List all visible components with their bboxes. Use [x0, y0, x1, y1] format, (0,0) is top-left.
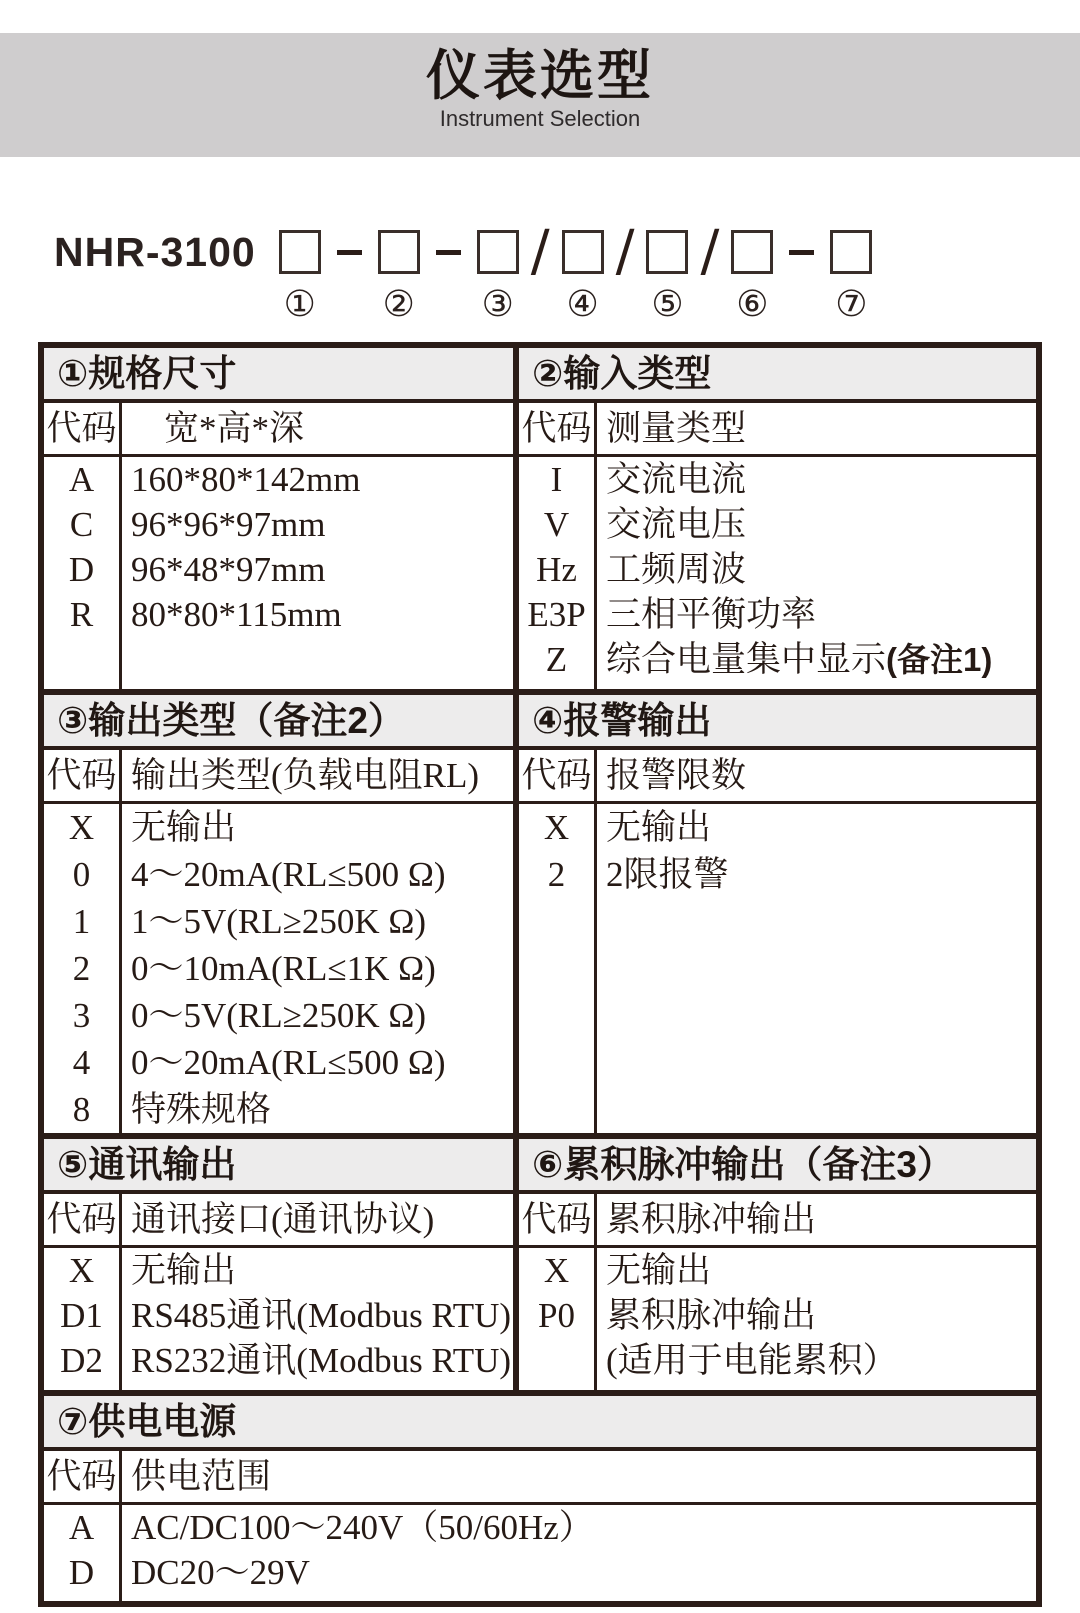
- desc-cell: 2限报警: [606, 855, 729, 894]
- code-column: [44, 1505, 122, 1601]
- column-header-row: [519, 750, 1036, 804]
- section-panel-6: [519, 1139, 1036, 1390]
- desc-column: [122, 1505, 1036, 1601]
- position-marker: ②: [382, 284, 415, 325]
- section-header-label: ②输入类型: [532, 353, 712, 394]
- model-box: [279, 230, 321, 325]
- code-cell: 2: [547, 855, 566, 894]
- code-cell: C: [69, 505, 94, 544]
- position-marker: ⑥: [736, 284, 769, 325]
- code-column: [44, 457, 122, 689]
- page-title: 仪表选型: [426, 46, 654, 106]
- code-cell: P0: [538, 1296, 575, 1335]
- desc-cell: 80*80*115mm: [131, 595, 342, 634]
- band-row: [44, 348, 1036, 689]
- model-box: [830, 230, 872, 325]
- column-header-row: [519, 1194, 1036, 1248]
- section-panel-2: [519, 348, 1036, 689]
- section-header-label: ⑦供电电源: [57, 1401, 237, 1442]
- model-code-line: [54, 219, 872, 325]
- page-subtitle: Instrument Selection: [439, 106, 641, 131]
- code-column: [44, 804, 122, 1133]
- code-cell: E3P: [527, 595, 586, 634]
- desc-cell: 无输出: [606, 1251, 712, 1290]
- desc-cell: DC20～29V: [131, 1553, 310, 1592]
- separator-slash: /: [615, 219, 635, 284]
- section-header-label: ①规格尺寸: [57, 353, 237, 394]
- band-row: [44, 1133, 1036, 1390]
- desc-column-header: 供电范围: [131, 1457, 272, 1496]
- position-marker: ⑦: [835, 284, 868, 325]
- desc-cell: RS232通讯(Modbus RTU): [131, 1341, 512, 1380]
- code-column-header: 代码: [44, 1451, 122, 1502]
- position-marker: ③: [481, 284, 514, 325]
- section-data: [44, 1505, 1036, 1601]
- section-header: [44, 348, 513, 403]
- model-prefix: NHR-3100: [54, 228, 256, 275]
- section-panel-3: [44, 695, 519, 1133]
- desc-cell: 三相平衡功率: [606, 595, 817, 634]
- section-panel-7: [44, 1396, 1036, 1601]
- desc-cell: 96*48*97mm: [131, 550, 326, 589]
- code-cell: 3: [72, 996, 91, 1035]
- desc-column: [122, 1248, 513, 1390]
- model-code-boxes: [279, 219, 873, 325]
- desc-cell: 综合电量集中显示(备注1): [606, 640, 993, 679]
- section-header: [519, 348, 1036, 403]
- code-column-header: 代码: [44, 403, 122, 454]
- model-box: [646, 230, 688, 325]
- separator-dash: [789, 250, 814, 255]
- section-data: [44, 804, 513, 1133]
- code-cell: D: [68, 1553, 95, 1592]
- section-header: [44, 1139, 513, 1194]
- desc-column-header: 累积脉冲输出: [606, 1200, 817, 1239]
- desc-column-header: 通讯接口(通讯协议): [131, 1200, 435, 1239]
- band-row: [44, 1390, 1036, 1601]
- section-data: [519, 804, 1036, 1133]
- code-cell: D2: [60, 1341, 103, 1380]
- desc-cell: 无输出: [131, 808, 237, 847]
- section-panel-5: [44, 1139, 519, 1390]
- section-header-label: ③输出类型（备注2）: [57, 700, 405, 741]
- code-column-header: 代码: [519, 1194, 597, 1245]
- section-data: [44, 1248, 513, 1390]
- section-data: [519, 1248, 1036, 1390]
- desc-cell: 无输出: [606, 808, 712, 847]
- note-text: (备注1): [886, 641, 993, 678]
- model-box: [477, 230, 519, 325]
- desc-cell: 0～5V(RL≥250K Ω): [131, 996, 427, 1035]
- section-header: [519, 1139, 1036, 1194]
- model-box: [562, 230, 604, 325]
- desc-cell: 0～20mA(RL≤500 Ω): [131, 1043, 446, 1082]
- desc-column: [122, 457, 513, 689]
- page-header-band: [0, 33, 1080, 157]
- model-box: [731, 230, 773, 325]
- code-column-header: 代码: [519, 403, 597, 454]
- code-cell: V: [543, 505, 570, 544]
- separator-dash: [436, 250, 461, 255]
- code-cell: R: [69, 595, 94, 634]
- code-cell: I: [550, 460, 563, 499]
- desc-cell: 96*96*97mm: [131, 505, 326, 544]
- desc-cell: 0～10mA(RL≤1K Ω): [131, 949, 436, 988]
- code-column-header: 代码: [44, 1194, 122, 1245]
- code-column: [519, 804, 597, 1133]
- selection-table: [38, 342, 1042, 1607]
- code-cell: D: [68, 550, 95, 589]
- code-column-header: 代码: [519, 750, 597, 801]
- column-header-row: [44, 403, 513, 457]
- code-column: [44, 1248, 122, 1390]
- section-header-label: ⑤通讯输出: [57, 1144, 237, 1185]
- code-column: [519, 1248, 597, 1390]
- code-cell: 2: [72, 949, 91, 988]
- code-cell: X: [68, 808, 95, 847]
- code-cell: A: [68, 460, 95, 499]
- desc-cell: 累积脉冲输出: [606, 1296, 817, 1335]
- position-marker: ①: [283, 284, 316, 325]
- separator-slash: /: [530, 219, 550, 284]
- code-column: [519, 457, 597, 689]
- column-header-row: [519, 403, 1036, 457]
- column-header-row: [44, 1451, 1036, 1505]
- column-header-row: [44, 1194, 513, 1248]
- code-cell: 8: [72, 1090, 91, 1129]
- code-cell: 1: [72, 902, 91, 941]
- desc-cell: 无输出: [131, 1251, 237, 1290]
- section-panel-1: [44, 348, 519, 689]
- desc-cell: 特殊规格: [131, 1090, 272, 1129]
- section-header: [44, 1396, 1036, 1451]
- desc-cell: 160*80*142mm: [131, 460, 361, 499]
- code-cell: X: [543, 808, 570, 847]
- code-cell: A: [68, 1508, 95, 1547]
- section-header-label: ④报警输出: [532, 700, 712, 741]
- section-panel-4: [519, 695, 1036, 1133]
- code-cell: Hz: [536, 550, 577, 589]
- section-header-label: ⑥累积脉冲输出（备注3）: [532, 1144, 954, 1185]
- desc-column: [122, 804, 513, 1133]
- code-cell: X: [543, 1251, 570, 1290]
- desc-column-header: 测量类型: [606, 409, 747, 448]
- position-marker: ④: [566, 284, 599, 325]
- desc-column-header: 报警限数: [606, 756, 747, 795]
- desc-cell: 1～5V(RL≥250K Ω): [131, 902, 427, 941]
- section-data: [519, 457, 1036, 689]
- separator-dash: [337, 250, 362, 255]
- code-cell: D1: [60, 1296, 103, 1335]
- section-header: [519, 695, 1036, 750]
- desc-cell: RS485通讯(Modbus RTU): [131, 1296, 512, 1335]
- desc-cell: 交流电流: [606, 460, 747, 499]
- desc-cell: AC/DC100～240V（50/60Hz）: [131, 1508, 594, 1547]
- desc-column: [597, 804, 1036, 1133]
- desc-cell: (适用于电能累积）: [606, 1341, 898, 1380]
- desc-cell: 交流电压: [606, 505, 747, 544]
- section-header: [44, 695, 513, 750]
- code-cell: X: [68, 1251, 95, 1290]
- code-column-header: 代码: [44, 750, 122, 801]
- section-data: [44, 457, 513, 689]
- desc-column: [597, 457, 1036, 689]
- model-box: [378, 230, 420, 325]
- desc-cell: 4～20mA(RL≤500 Ω): [131, 855, 446, 894]
- band-row: [44, 689, 1036, 1133]
- desc-column-header: 输出类型(负载电阻RL): [131, 756, 480, 795]
- position-marker: ⑤: [651, 284, 684, 325]
- separator-slash: /: [700, 219, 720, 284]
- code-cell: 4: [72, 1043, 91, 1082]
- desc-column-header: 宽*高*深: [164, 409, 305, 448]
- code-cell: [519, 1338, 594, 1383]
- code-cell: 0: [72, 855, 91, 894]
- desc-column: [597, 1248, 1036, 1390]
- code-cell: Z: [545, 640, 568, 679]
- column-header-row: [44, 750, 513, 804]
- desc-cell: 工频周波: [606, 550, 747, 589]
